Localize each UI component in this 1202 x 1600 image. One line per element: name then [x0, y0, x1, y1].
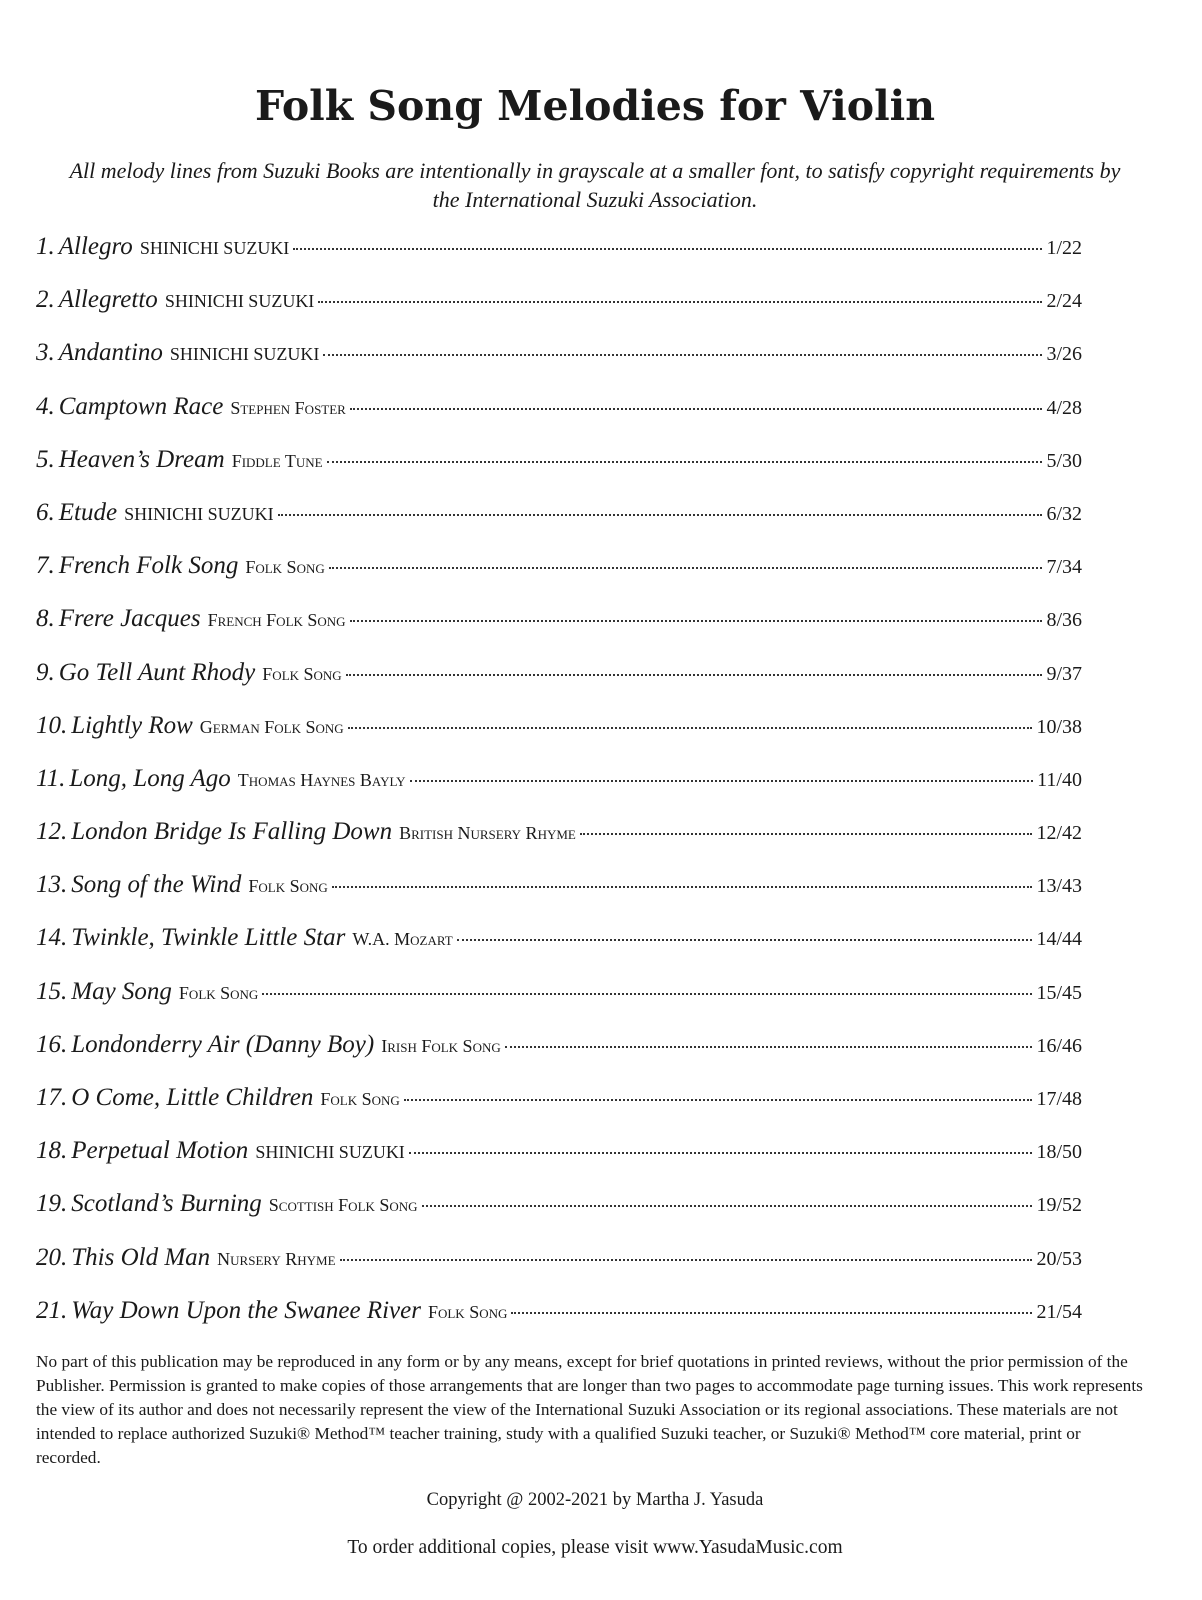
toc-entry [36, 1244, 1082, 1297]
entry-title: Twinkle, Twinkle Little Star [71, 924, 346, 952]
dot-leader [332, 886, 1033, 888]
entry-number: 19. [36, 1190, 68, 1218]
entry-number: 16. [36, 1030, 68, 1058]
entry-title: Way Down Upon the Swanee River [71, 1296, 421, 1324]
dot-leader [329, 567, 1043, 569]
entry-composer: French Folk Song [207, 610, 346, 631]
toc-entry [36, 446, 1082, 499]
entry-title: French Folk Song [58, 552, 239, 580]
entry-page-number: 12/42 [1036, 822, 1082, 845]
toc-entry [36, 1084, 1082, 1137]
toc-entry [36, 978, 1082, 1031]
toc-entry [36, 233, 1082, 286]
dot-leader [262, 993, 1032, 995]
toc-entry [36, 393, 1082, 446]
toc-entry [36, 1297, 1082, 1350]
entry-number: 4. [36, 392, 55, 420]
dot-leader [278, 514, 1043, 516]
dot-leader [422, 1205, 1033, 1207]
copyright-notice: No part of this publication may be reproduced in any form or by any means, except for brief quotations in printed reviews, without the prior permission of the Publisher. Permission is granted to make copies of those arrangements that are longer than two pages to accommodate page turning issues. This work represents the view of its author and does not necessarily represent the view of the International Suzuki Association or its regional associations. These materials are not intended to replace authorized Suzuki® Method™ teacher training, study with a qualified Suzuki teacher, or Suzuki® Method™ core material, print or recorded. [36, 1352, 1143, 1467]
entry-title: May Song [71, 977, 172, 1005]
entry-composer: SHINICHI SUZUKI [255, 1142, 405, 1163]
entry-page-number: 7/34 [1046, 556, 1082, 579]
entry-number: 21. [36, 1296, 68, 1324]
entry-composer: SHINICHI SUZUKI [164, 291, 315, 312]
entry-title: London Bridge Is Falling Down [71, 818, 393, 846]
entry-page-number: 9/37 [1046, 662, 1082, 685]
entry-composer: Folk Song [248, 876, 328, 897]
entry-composer: Thomas Haynes Bayly [237, 769, 406, 790]
toc-entry [36, 712, 1082, 765]
entry-title: Allegro [58, 233, 133, 260]
entry-composer: Folk Song [320, 1089, 400, 1109]
dot-leader [323, 354, 1042, 356]
toc-entry [36, 499, 1082, 552]
entry-number: 20. [36, 1243, 68, 1271]
entry-number: 3. [36, 339, 55, 367]
entry-number: 12. [36, 818, 68, 846]
entry-composer: SHINICHI SUZUKI [139, 238, 290, 258]
entry-number: 15. [36, 977, 68, 1005]
entry-composer: Folk Song [262, 663, 342, 684]
entry-page-number: 11/40 [1037, 768, 1082, 791]
entry-composer: W.A. Mozart [352, 929, 453, 950]
entry-page-number: 1/22 [1046, 237, 1082, 259]
entry-number: 10. [36, 711, 68, 739]
toc-entry [36, 1190, 1082, 1243]
entry-title: O Come, Little Children [71, 1084, 314, 1111]
entry-page-number: 20/53 [1036, 1247, 1082, 1270]
entry-composer: Folk Song [178, 982, 259, 1003]
order-info: To order additional copies, please visit www.YasudaMusic.com [347, 1537, 843, 1558]
dot-leader [410, 780, 1034, 782]
dot-leader [318, 301, 1042, 303]
entry-number: 7. [36, 552, 55, 580]
entry-page-number: 3/26 [1046, 343, 1082, 366]
dot-leader [580, 833, 1033, 835]
dot-leader [457, 939, 1033, 941]
table-of-contents [36, 233, 1082, 1350]
entry-number: 8. [36, 605, 55, 633]
toc-entry [36, 605, 1082, 658]
dot-leader [511, 1312, 1032, 1314]
entry-title: Londonderry Air (Danny Boy) [71, 1030, 375, 1058]
entry-number: 6. [36, 498, 55, 526]
entry-number: 13. [36, 871, 68, 899]
toc-entry [36, 1031, 1082, 1084]
dot-leader [350, 408, 1043, 410]
toc-entry [36, 286, 1082, 339]
dot-leader [409, 1152, 1033, 1154]
toc-entry [36, 659, 1082, 712]
entry-page-number: 18/50 [1036, 1141, 1082, 1164]
entry-composer: SHINICHI SUZUKI [169, 344, 320, 365]
entry-page-number: 10/38 [1036, 715, 1082, 738]
entry-title: Lightly Row [71, 711, 193, 739]
entry-page-number: 16/46 [1036, 1034, 1082, 1057]
page-title: Folk Song Melodies for Violin [254, 82, 936, 130]
entry-title: Andantino [58, 339, 163, 367]
entry-page-number: 13/43 [1036, 875, 1082, 898]
entry-title: This Old Man [71, 1243, 211, 1271]
entry-title: Perpetual Motion [71, 1137, 249, 1165]
entry-title: Scotland’s Burning [71, 1190, 262, 1218]
entry-number: 1. [36, 233, 55, 260]
entry-title: Etude [58, 498, 118, 526]
toc-entry [36, 924, 1082, 977]
copyright-line: Copyright @ 2002-2021 by Martha J. Yasuda [426, 1490, 764, 1510]
toc-entry [36, 1137, 1082, 1190]
entry-page-number: 8/36 [1046, 609, 1082, 632]
entry-page-number: 15/45 [1036, 981, 1082, 1004]
toc-entry [36, 765, 1082, 818]
entry-number: 9. [36, 658, 55, 686]
dot-leader [350, 620, 1043, 622]
entry-number: 17. [36, 1084, 68, 1111]
entry-page-number: 6/32 [1046, 502, 1082, 525]
entry-title: Long, Long Ago [69, 764, 231, 792]
entry-number: 14. [36, 924, 68, 952]
entry-page-number: 5/30 [1046, 449, 1082, 472]
toc-entry [36, 339, 1082, 392]
dot-leader [340, 1259, 1033, 1261]
entry-composer: SHINICHI SUZUKI [124, 503, 274, 524]
toc-entry [36, 552, 1082, 605]
entry-page-number: 19/52 [1036, 1194, 1082, 1217]
entry-composer: British Nursery Rhyme [399, 823, 576, 844]
entry-page-number: 14/44 [1036, 928, 1082, 951]
entry-number: 11. [36, 764, 66, 792]
entry-title: Camptown Race [58, 392, 224, 420]
entry-composer: Stephen Foster [230, 397, 346, 418]
entry-title: Allegretto [58, 286, 158, 314]
entry-title: Song of the Wind [71, 871, 242, 899]
entry-number: 5. [36, 445, 55, 473]
toc-entry [36, 818, 1082, 871]
dot-leader [404, 1099, 1033, 1101]
entry-number: 2. [36, 286, 55, 314]
toc-entry [36, 871, 1082, 924]
entry-composer: Folk Song [245, 557, 325, 578]
entry-page-number: 2/24 [1046, 290, 1082, 313]
entry-title: Frere Jacques [58, 605, 201, 633]
entry-title: Heaven’s Dream [58, 445, 225, 473]
entry-number: 18. [36, 1137, 68, 1165]
dot-leader [327, 461, 1043, 463]
entry-page-number: 4/28 [1046, 396, 1082, 419]
dot-leader [505, 1046, 1033, 1048]
dot-leader [346, 674, 1043, 676]
entry-page-number: 17/48 [1036, 1088, 1082, 1110]
entry-composer: Nursery Rhyme [217, 1248, 336, 1269]
entry-composer: Irish Folk Song [381, 1035, 501, 1056]
entry-composer: Scottish Folk Song [268, 1195, 418, 1216]
entry-page-number: 21/54 [1036, 1300, 1082, 1323]
entry-composer: Fiddle Tune [231, 450, 323, 471]
entry-title: Go Tell Aunt Rhody [58, 658, 256, 686]
dot-leader [348, 727, 1033, 729]
entry-composer: German Folk Song [199, 716, 344, 737]
page-subtitle: All melody lines from Suzuki Books are intentionally in grayscale at a smaller font, to satisfy copyright requirements by the International Suzuki Association. [69, 158, 1121, 212]
dot-leader [293, 248, 1042, 250]
entry-composer: Folk Song [427, 1301, 508, 1322]
